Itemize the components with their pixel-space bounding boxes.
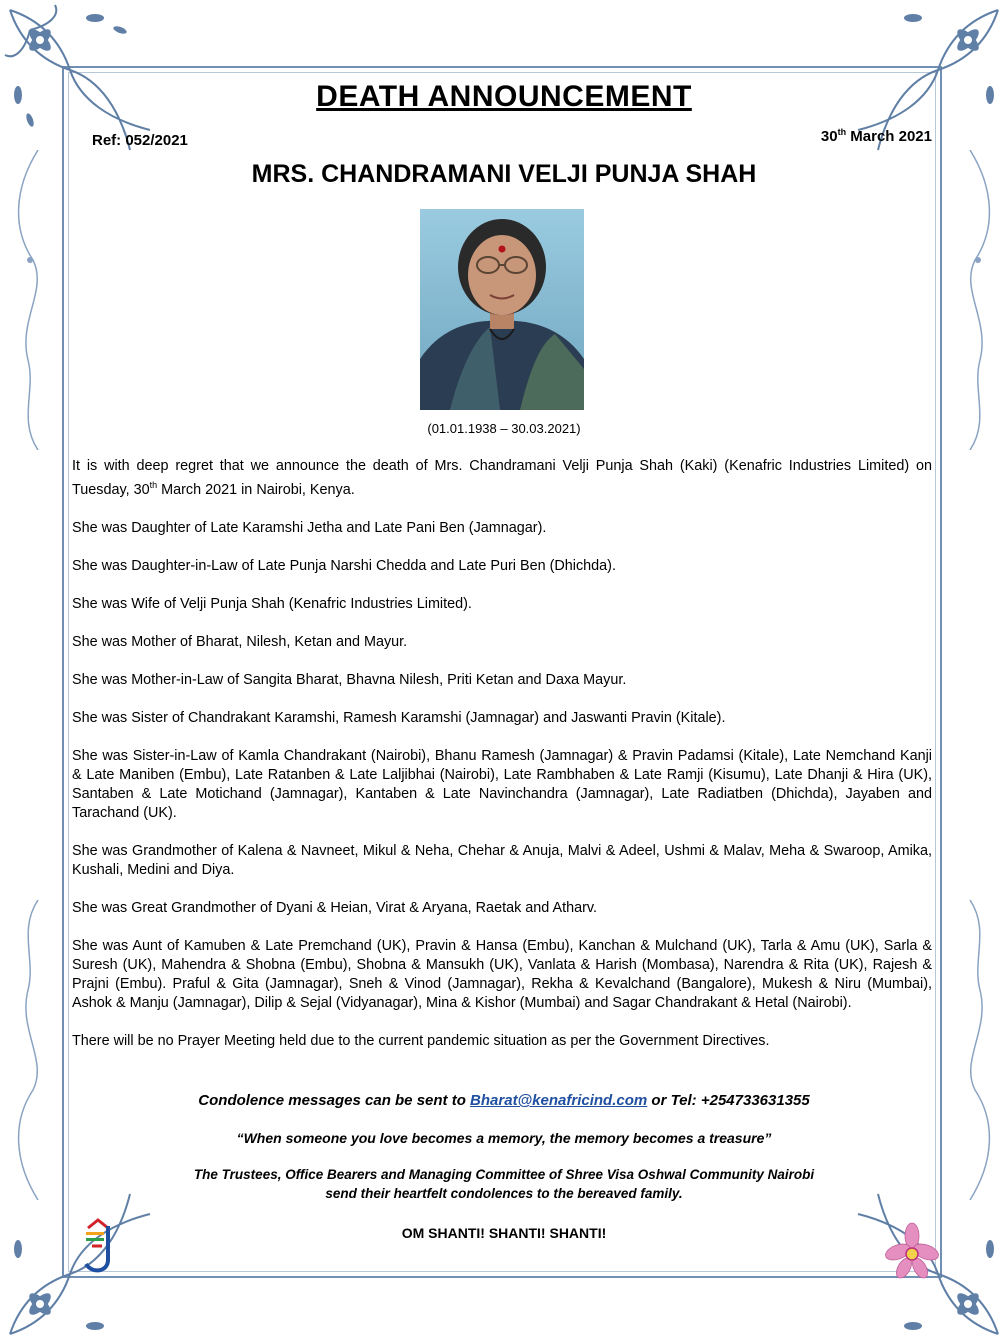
side-scroll-ornament [960, 150, 1000, 450]
mother-paragraph: She was Mother of Bharat, Nilesh, Ketan and Mayur. [72, 633, 408, 650]
condolence-contact: Condolence messages can be sent to Bharat@kenafricind.com or Tel: +254733631355 [198, 1092, 810, 1109]
side-scroll-ornament [8, 150, 48, 450]
opening-paragraph: It is with deep regret that we announce the death of Mrs. Chandramani Velji Punja Shah (Kaki) (Kenafric Industries Limited) on Tuesday, 30th March 2021 in Nairobi, Kenya. [72, 458, 932, 498]
sister-paragraph: She was Sister of Chandrakant Karamshi, Ramesh Karamshi (Jamnagar) and Jaswanti Pravin (Kitale). [72, 709, 726, 726]
community-logo-icon [78, 1218, 118, 1278]
prayer-meeting-paragraph: There will be no Prayer Meeting held due to the current pandemic situation as per the Government Directives. [72, 1032, 770, 1049]
daughter-paragraph: She was Daughter of Late Karamshi Jetha and Late Pani Ben (Jamnagar). [72, 519, 547, 536]
portrait-photo [420, 209, 584, 410]
om-shanti-text: OM SHANTI! SHANTI! SHANTI! [401, 1225, 607, 1241]
sister-in-law-paragraph: She was Sister-in-Law of Kamla Chandrakant (Nairobi), Bhanu Ramesh (Jamnagar) & Pravin Padamsi (Kitale), Late Nemchand Kanji & Late Maniben (Embu), Late Ratanben & Late Laljibhai (Nairobi), Late Rambhaben & Late Ramji (Kisumu), Late Dhanji & Hira (UK), Santaben & Late Motichand (Jamnagar), Kantaben & Late Navinchandra (Jamnagar), Late Radiatben (Dhichda), Jayaben and Tarachand (UK). [72, 747, 932, 821]
reference-number: Ref: 052/2021 [92, 132, 188, 149]
lifespan-dates: (01.01.1938 – 30.03.2021) [427, 421, 581, 436]
grandmother-paragraph: She was Grandmother of Kalena & Navneet, Mikul & Neha, Chehar & Anuja, Malvi & Adeel, Ushmi & Malav, Meha & Swaroop, Amika, Kushali, Medini and Diya. [72, 842, 932, 878]
trustees-message: The Trustees, Office Bearers and Managing Committee of Shree Visa Oshwal Community Nairobi send their heartfelt condolences to the bereaved family. [193, 1167, 815, 1201]
great-grandmother-paragraph: She was Great Grandmother of Dyani & Heian, Virat & Aryana, Raetak and Atharv. [72, 899, 597, 916]
announcement-date: 30th March 2021 [820, 127, 932, 145]
announcement-body [72, 457, 932, 1070]
page-title: DEATH ANNOUNCEMENT [316, 80, 692, 113]
aunt-paragraph: She was Aunt of Kamuben & Late Premchand (UK), Pravin & Hansa (Embu), Kanchan & Mulchand (UK), Tarla & Amu (UK), Sarla & Suresh (UK), Mahendra & Shobna (Embu), Shobna & Mansukh (UK), Vanlata & Harish (Mombasa), Narendra & Rita (UK), Rajesh & Prajni (Embu). Praful & Gita (Jamnagar), Sneh & Vinod (Jamnagar), Rekha & Kevalchand (Bangalore), Mukesh & Niru (Mumbai), Ashok & Manju (Jamnagar), Dilip & Sejal (Vidyanagar), Mina & Kishor (Mumbai) and Sagar Chandrakant & Hetal (Nairobi). [72, 937, 932, 1011]
email-link[interactable]: Bharat@kenafricind.com [470, 1092, 648, 1109]
wife-paragraph: She was Wife of Velji Punja Shah (Kenafric Industries Limited). [72, 595, 472, 612]
daughter-in-law-paragraph: She was Daughter-in-Law of Late Punja Narshi Chedda and Late Puri Ben (Dhichda). [72, 557, 616, 574]
side-scroll-ornament [8, 900, 48, 1200]
memorial-quote: “When someone you love becomes a memory, the memory becomes a treasure” [236, 1130, 772, 1146]
side-scroll-ornament [960, 900, 1000, 1200]
mother-in-law-paragraph: She was Mother-in-Law of Sangita Bharat, Bhavna Nilesh, Priti Ketan and Daxa Mayur. [72, 671, 627, 688]
deceased-name: MRS. CHANDRAMANI VELJI PUNJA SHAH [251, 160, 757, 188]
orchid-flower-icon [884, 1222, 940, 1282]
